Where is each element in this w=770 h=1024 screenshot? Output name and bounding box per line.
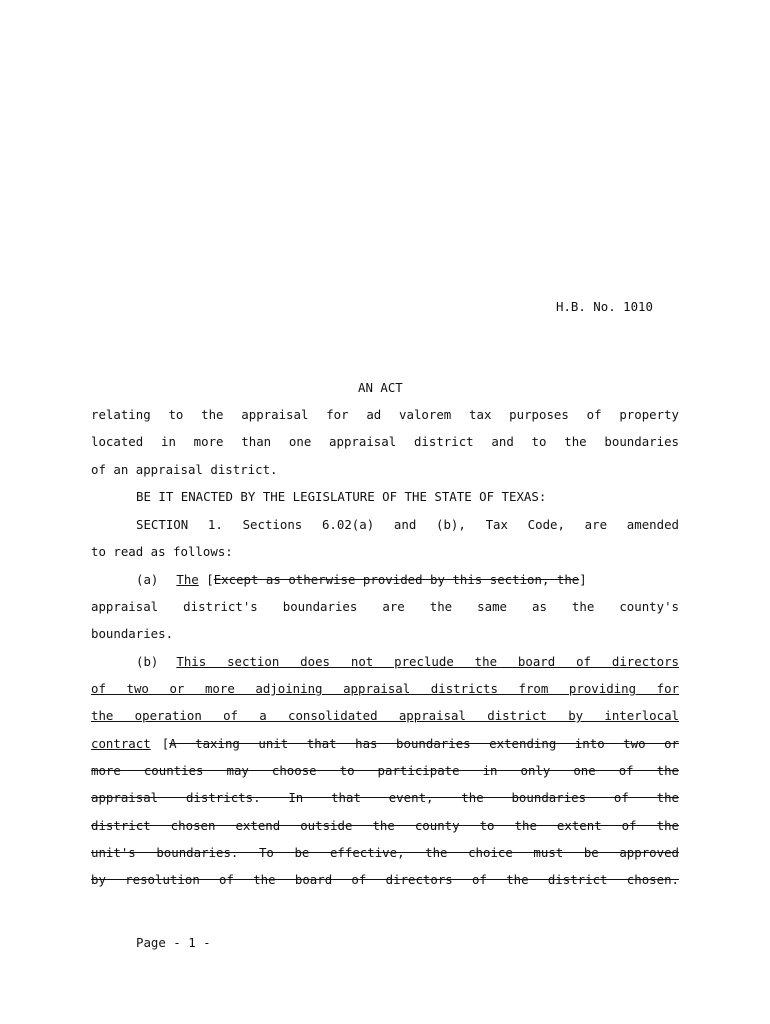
subsection-b-line-9: by resolution of the board of directors of the district chosen.	[91, 872, 679, 887]
subsection-a-line-3: boundaries.	[91, 626, 174, 641]
subsection-b-line-3: the operation of a consolidated appraisal district by interlocal	[91, 708, 679, 723]
subsection-b-line-2: of two or more adjoining appraisal districts from providing for	[91, 681, 679, 696]
deleted-text: Except as otherwise provided by this section, the	[213, 572, 580, 587]
inserted-text: The	[176, 572, 199, 587]
caption-line-2: located in more than one appraisal district and to the boundaries	[91, 434, 679, 449]
enacting-clause: BE IT ENACTED BY THE LEGISLATURE OF THE STATE OF TEXAS:	[136, 489, 547, 504]
caption-line-1: relating to the appraisal for ad valorem tax purposes of property	[91, 407, 679, 422]
subsection-a-line-2: appraisal district's boundaries are the same as the county's	[91, 599, 679, 614]
section-1-line-1: SECTION 1. Sections 6.02(a) and (b), Tax Code, are amended	[136, 517, 679, 532]
subsection-b-line-1	[91, 654, 679, 670]
subsection-b-line-7: district chosen extend outside the county to the extent of the	[91, 818, 679, 833]
subsection-b-line-4	[91, 736, 679, 752]
deleted-text: A taxing unit that has boundaries extending into two or	[169, 736, 679, 751]
subsection-b-line-5: more counties may choose to participate in only one of the	[91, 763, 679, 778]
open-bracket: [	[161, 736, 170, 751]
bill-number: H.B. No. 1010	[556, 299, 653, 314]
subsection-a-label: (a)	[136, 572, 159, 587]
inserted-text: contract	[91, 736, 151, 751]
section-1-line-2: to read as follows:	[91, 544, 233, 559]
act-title: AN ACT	[358, 380, 403, 395]
subsection-b-line-8: unit's boundaries. To be effective, the choice must be approved	[91, 845, 679, 860]
close-bracket: ]	[579, 572, 587, 587]
open-bracket: [	[206, 572, 214, 587]
subsection-b-label: (b)	[136, 654, 159, 669]
subsection-b-line-6: appraisal districts. In that event, the boundaries of the	[91, 790, 679, 805]
caption-line-3: of an appraisal district.	[91, 462, 278, 477]
subsection-a-line-1	[91, 572, 679, 588]
inserted-text: This section does not preclude the board of directors	[176, 654, 679, 669]
page-number: Page - 1 -	[136, 935, 211, 950]
